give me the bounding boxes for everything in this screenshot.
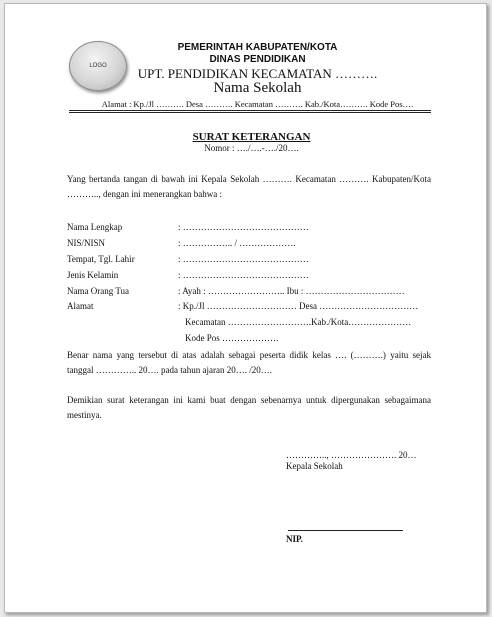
field-value: : …………….. / ………………. [178,238,296,248]
letter-title: SURAT KETERANGAN [192,131,311,143]
field-value: : Ayah : …………………….. Ibu : …………………………… [178,286,405,296]
logo-text: LOGO [89,63,107,69]
signature-nip: NIP. [286,534,303,544]
header-rule-top [69,110,431,111]
field-value: : …………………………………… [178,270,309,280]
signature-date: ………….., …………………. 20… [286,450,417,460]
field-value: : …………………………………… [178,254,309,264]
signature-line [288,530,403,531]
header-address: Alamat : Kp./Jl ………. Desa ………. Kecamatan ………. Kab./Kota………. Kode Pos…. [101,99,414,109]
field-label: Nama Lengkap [67,222,123,232]
field-label: Alamat [67,301,94,311]
document-page [4,3,487,613]
header-government: PEMERINTAH KABUPATEN/KOTA [177,42,338,53]
enrollment-paragraph: Benar nama yang tersebut di atas adalah sebagai peserta didik kelas …. (……….) yaitu sejak tanggal ………….. 20…. pada tahun ajaran 20…. /20…. [67,350,431,375]
field-label: Tempat, Tgl. Lahir [67,254,135,264]
closing-paragraph: Demikian surat keterangan ini kami buat dengan sebenarnya untuk dipergunakan sebagaimana mestinya. [67,395,431,420]
header-school-name: Nama Sekolah [213,80,302,96]
signature-role: Kepala Sekolah [286,461,343,471]
intro-paragraph: Yang bertanda tangan di bawah ini Kepala Sekolah ………. Kecamatan ………. Kabupaten/Kota ……….., dengan ini menerangkan bahwa : [67,174,431,199]
field-value: : …………………………………… [178,222,309,232]
address-postcode: Kode Pos ………………. [185,333,279,343]
field-value: : Kp./Jl ………………………… Desa …………………………… [178,301,419,311]
header-rule-bottom [69,112,431,113]
letter-number: Nomor : …./….-…./20…. [204,143,299,153]
field-label: NIS/NISN [67,238,106,248]
field-label: Nama Orang Tua [67,286,129,296]
header-department: DINAS PENDIDIKAN [209,54,306,65]
header-upt: UPT. PENDIDIKAN KECAMATAN ………. [137,66,378,81]
address-district: Kecamatan ……………………….Kab./Kota………………… [185,317,412,327]
field-label: Jenis Kelamin [67,270,119,280]
